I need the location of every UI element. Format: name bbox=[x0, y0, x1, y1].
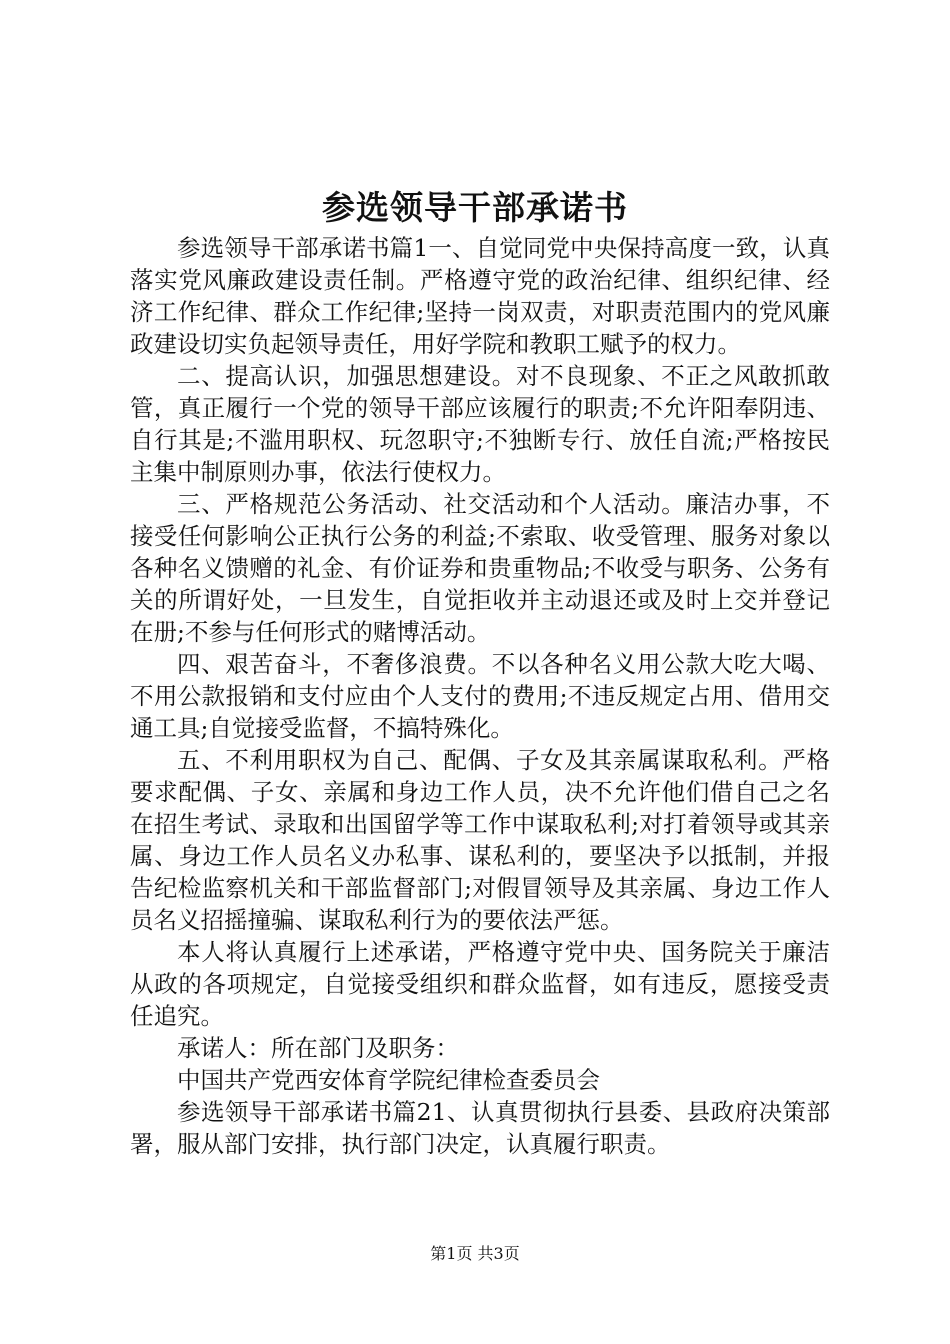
document-title: 参选领导干部承诺书 bbox=[322, 188, 628, 227]
paragraph-part-2: 参选领导干部承诺书篇21、认真贯彻执行县委、县政府决策部署，服从部门安排，执行部门决定，认真履行职责。 bbox=[130, 1098, 830, 1158]
paragraph-pledge: 本人将认真履行上述承诺，严格遵守党中央、国务院关于廉洁从政的各项规定，自觉接受组织和群众监督，如有违反，愿接受责任追究。 bbox=[130, 938, 830, 1030]
paragraph-commitment-1: 参选领导干部承诺书篇1一、自觉同党中央保持高度一致，认真落实党风廉政建设责任制。严格遵守党的政治纪律、组织纪律、经济工作纪律、群众工作纪律;坚持一岗双责，对职责范围内的党风廉政建设切实负起领导责任，用好学院和教职工赋予的权力。 bbox=[130, 234, 830, 358]
paragraph-signatory: 承诺人：所在部门及职务： bbox=[177, 1034, 459, 1062]
paragraph-commitment-4: 四、艰苦奋斗，不奢侈浪费。不以各种名义用公款大吃大喝、不用公款报销和支付应由个人支付的费用;不违反规定占用、借用交通工具;自觉接受监督，不搞特殊化。 bbox=[130, 650, 830, 742]
paragraph-commitment-3: 三、严格规范公务活动、社交活动和个人活动。廉洁办事，不接受任何影响公正执行公务的利益;不索取、收受管理、服务对象以各种名义馈赠的礼金、有价证券和贵重物品;不收受与职务、公务有关的所谓好处，一旦发生，自觉拒收并主动退还或及时上交并登记在册;不参与任何形式的赌博活动。 bbox=[130, 490, 830, 646]
paragraph-commitment-2: 二、提高认识，加强思想建设。对不良现象、不正之风敢抓敢管，真正履行一个党的领导干部应该履行的职责;不允许阳奉阴违、自行其是;不滥用职权、玩忽职守;不独断专行、放任自流;严格按民主集中制原则办事，依法行使权力。 bbox=[130, 362, 830, 486]
document-body bbox=[130, 232, 830, 1160]
paragraph-commitment-5: 五、不利用职权为自己、配偶、子女及其亲属谋取私利。严格要求配偶、子女、亲属和身边工作人员，决不允许他们借自己之名在招生考试、录取和出国留学等工作中谋取私利;对打着领导或其亲属、身边工作人员名义办私事、谋私利的，要坚决予以抵制，并报告纪检监察机关和干部监督部门;对假冒领导及其亲属、身边工作人员名义招摇撞骗、谋取私利行为的要依法严惩。 bbox=[130, 746, 830, 934]
paragraph-organization: 中国共产党西安体育学院纪律检查委员会 bbox=[177, 1066, 600, 1094]
page-number-footer: 第1页 共3页 bbox=[430, 1244, 520, 1263]
